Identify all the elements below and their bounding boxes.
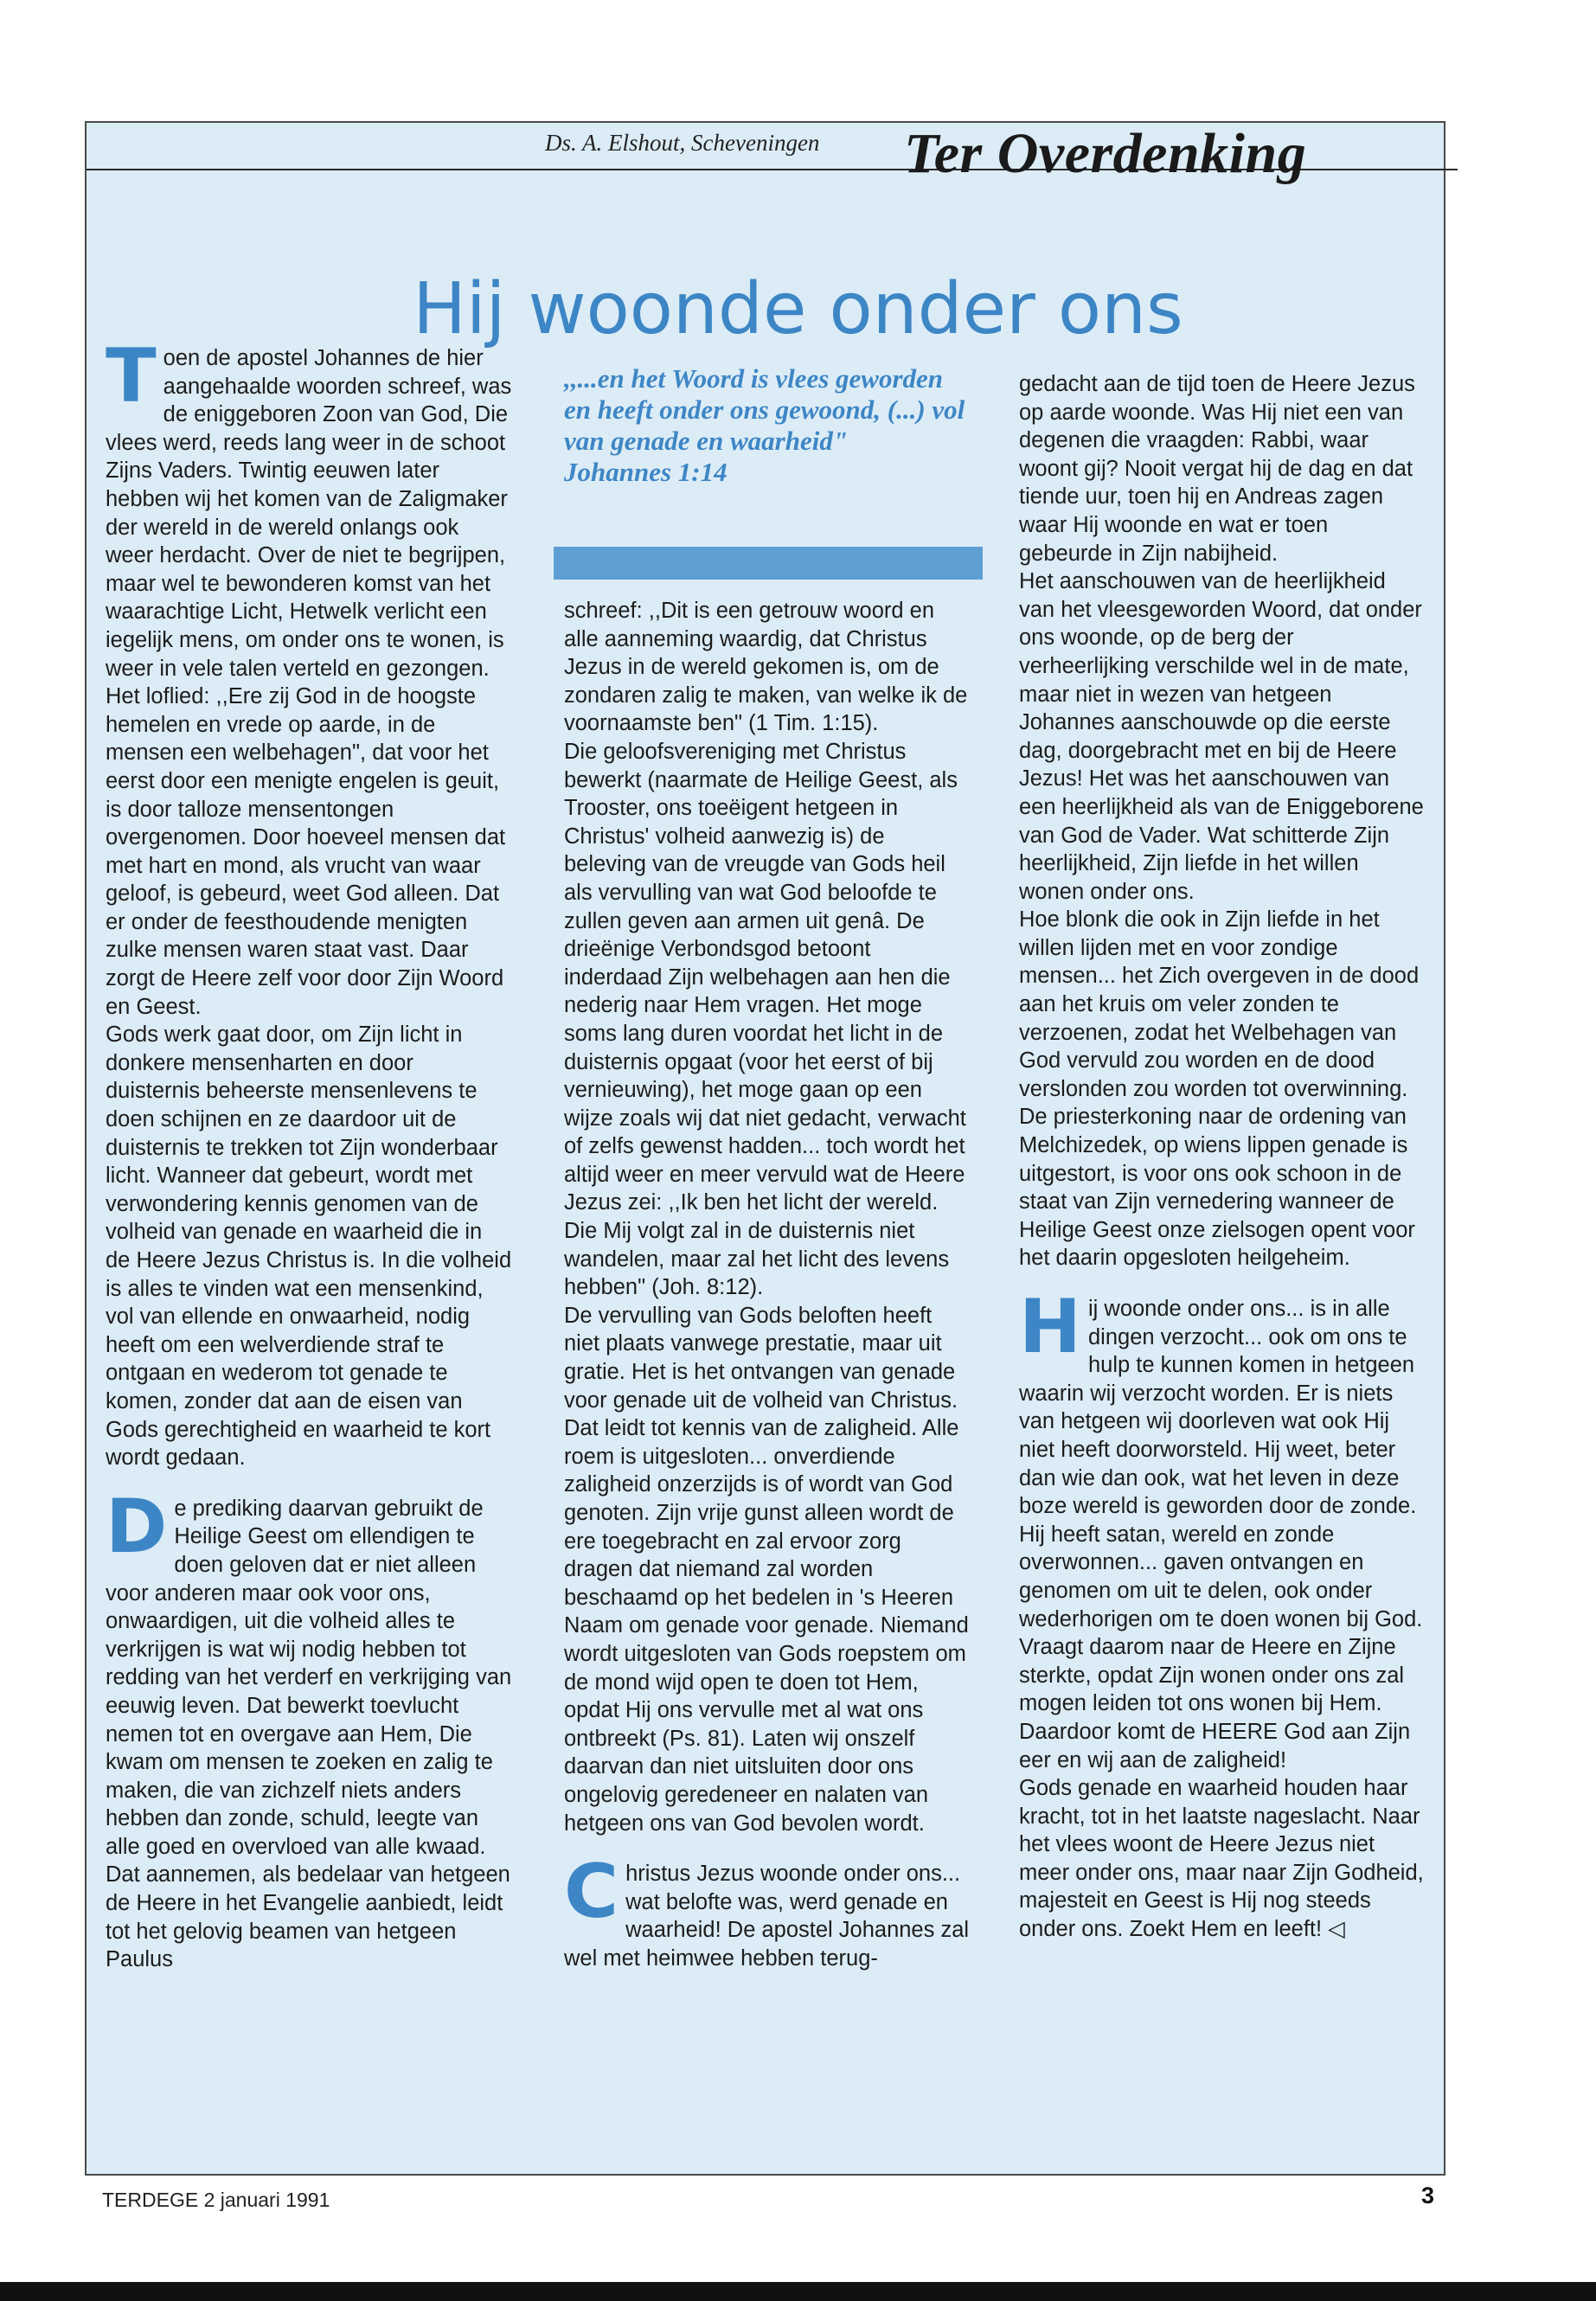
pull-quote: [564, 363, 971, 488]
column-3: [1019, 370, 1426, 1944]
pull-quote-reference: Johannes 1:14: [564, 457, 727, 487]
paragraph: Hij woonde onder ons... is in alle dingen verzocht... ook om ons te hulp te kunnen komen in hetgeen waarin wij verzocht worden. Er is niets van hetgeen wij doorleven wat ook Hij niet heeft doorworsteld. Hij weet, beter dan wie dan ook, wat het leven in deze boze wereld is geworden door de zonde. Hij heeft satan, wereld en zonde overwonnen... gaven ontvangen en genomen om uit te delen, ook onder wederhorigen om te doen wonen bij God.: [1019, 1284, 1423, 1631]
section-title: Ter Overdenking: [904, 122, 1307, 185]
paragraph: Gods genade en waarheid houden haar kracht, tot in het laatste nageslacht. Naar het vlees woont de Heere Jezus niet meer onder ons, maar naar Zijn Godheid, majesteit en Geest is Hij nog steeds onder ons. Zoekt Hem en leeft! ◁: [1019, 1776, 1424, 1942]
column-1: [106, 333, 512, 1974]
pull-quote-bar: [554, 547, 983, 580]
paragraph: Het loflied: ,,Ere zij God in de hoogste hemelen en vrede op aarde, in de mensen een welbehagen", dat voor het eerst door een menigte engelen is geuit, is door talloze mensentongen overgenomen. Door hoeveel mensen dat met hart en mond, als vrucht van waar geloof, is gebeurd, weet God alleen. Dat er onder de feesthoudende menigten zulke mensen waren staat vast. Daar zorgt de Heere zelf voor door Zijn Woord en Geest.: [106, 684, 506, 1019]
drop-cap: C: [564, 1849, 619, 1936]
paragraph: gedacht aan de tijd toen de Heere Jezus op aarde woonde. Was Hij niet een van degenen die vraagden: Rabbi, waar woont gij? Nooit vergat hij de dag en dat tiende uur, toen hij en Andreas zagen waar Hij woonde en wat er toen gebeurde in Zijn nabijheid.: [1019, 372, 1415, 566]
column-2: [564, 597, 971, 1973]
paragraph: Hoe blonk die ook in Zijn liefde in het willen lijden met en voor zondige mensen... het Zich overgeven in de dood aan het kruis om veler zonden te verzoenen, zodat het Welbehagen van God vervuld zou worden en de dood verslonden zou worden tot overwinning. De priesterkoning naar de ordening van Melchizedek, op wiens lippen genade is uitgestort, is voor ons ook schoon in de staat van Zijn vernedering wanneer de Heilige Geest onze zielsogen opent voor het daarin opgesloten heilgeheim.: [1019, 907, 1420, 1271]
article-title: Hij woonde onder ons: [413, 267, 1183, 350]
pull-quote-text: ,,...en het Woord is vlees geworden en heeft onder ons gewoond, (...) vol van genade en waarheid": [564, 363, 965, 456]
paragraph: Vraagt daarom naar de Heere en Zijne sterkte, opdat Zijn wonen onder ons zal mogen leiden tot ons wonen bij Hem. Daardoor komt de HEERE God aan Zijn eer en wij aan de zaligheid!: [1019, 1635, 1411, 1772]
paragraph: Die geloofsvereniging met Christus bewerkt (naarmate de Heilige Geest, als Trooster, ons toeëigent hetgeen in Christus' volheid aanwezig is) de beleving van de vreugde van Gods heil als vervulling van wat God beloofde te zullen geven aan armen uit genâ. De drieënige Verbondsgod betoont inderdaad Zijn welbehagen aan hen die nederig naar Hem vragen. Het moge soms lang duren voordat het licht in de duisternis opgaat (voor het eerst of bij vernieuwing), het moge gaan op een wijze zoals wij dat niet gedacht, verwacht of zelfs gewenst hadden... toch wordt het altijd weer en meer vervuld wat de Heere Jezus zei: ,,Ik ben het licht der wereld. Die Mij volgt zal in de duisternis niet wandelen, maar zal het licht des levens hebben" (Joh. 8:12).: [564, 739, 966, 1300]
page-number: 3: [1421, 2182, 1435, 2208]
paragraph: Het aanschouwen van de heerlijkheid van het vleesgeworden Woord, dat onder ons woonde, op de berg der verheerlijking verschilde wel in de mate, maar niet in wezen van hetgeen Johannes aanschouwde op die eerste dag, doorgebracht met en bij de Heere Jezus! Het was het aanschouwen van een heerlijkheid als van de Eniggeborene van God de Vader. Wat schitterde Zijn heerlijkheid, Zijn liefde in het willen wonen onder ons.: [1019, 569, 1424, 904]
bottom-rule: [0, 2282, 1596, 2301]
paragraph: Gods werk gaat door, om Zijn licht in donkere mensenharten en door duisternis beheerste mensenlevens te doen schijnen en ze daardoor uit de duisternis te trekken tot Zijn wonderbaar licht. Wanneer dat gebeurt, wordt met verwondering kennis genomen van de volheid van genade en waarheid die in de Heere Jezus Christus is. In die volheid is alles te vinden wat een mensenkind, vol van ellende en onwaarheid, nodig heeft om een welverdiende straf te ontgaan en wederom tot genade te komen, zonder dat aan de eisen van Gods gerechtigheid en waarheid te kort wordt gedaan.: [106, 1022, 512, 1471]
paragraph: De vervulling van Gods beloften heeft niet plaats vanwege prestatie, maar uit gratie. Het is het ontvangen van genade voor genade uit de volheid van Christus. Dat leidt tot kennis van de zaligheid. Alle roem is uitgesloten... onverdiende zaligheid onzerzijds is of wordt van God genoten. Zijn vrije gunst alleen wordt de ere toegebracht en zal ervoor zorg dragen dat niemand zal worden beschaamd op het bedelen in 's Heeren Naam om genade voor genade. Niemand wordt uitgesloten van Gods roepstem om de mond wijd open te doen tot Hem, opdat Hij ons vervulle met al wat ons ontbreekt (Ps. 81). Laten wij onszelf daarvan dan niet uitsluiten door ons ongelovig geredeneer en nalaten van hetgeen ons van God bevolen wordt.: [564, 1303, 969, 1836]
drop-cap: T: [106, 333, 157, 420]
paragraph: Christus Jezus woonde onder ons... wat belofte was, werd genade en waarheid! De apostel Johannes zal wel met heimwee hebben terug-: [564, 1849, 970, 1971]
paragraph: Toen de apostel Johannes de hier aangehaalde woorden schreef, was de eniggeboren Zoon van God, Die vlees werd, reeds lang weer in de schoot Zijns Vaders. Twintig eeuwen later hebben wij het komen van de Zaligmaker der wereld in de wereld onlangs ook weer herdacht. Over de niet te begrijpen, maar wel te bewonderen komst van het waarachtige Licht, Hetwelk verlicht een iegelijk mens, om onder ons te wonen, is weer in vele talen verteld en gezongen.: [106, 333, 512, 681]
author-byline: Ds. A. Elshout, Scheveningen: [545, 130, 820, 156]
paragraph: De prediking daarvan gebruikt de Heilige Geest om ellendigen te doen geloven dat er niet alleen voor anderen maar ook voor ons, onwaardigen, uit die volheid alles te verkrijgen is wat wij nodig hebben tot redding van het verderf en verkrijging van eeuwig leven. Dat bewerkt toevlucht nemen tot en overgave aan Hem, Die kwam om mensen te zoeken en zalig te maken, die van zichzelf niets anders hebben dan zonde, schuld, leegte van alle goed en overvloed van alle kwaad. Dat aannemen, als bedelaar van hetgeen de Heere in het Evangelie aanbiedt, leidt tot het gelovig beamen van hetgeen Paulus: [106, 1483, 512, 1972]
footer-issue: TERDEGE 2 januari 1991: [102, 2189, 330, 2211]
drop-cap: H: [1019, 1284, 1081, 1370]
paragraph: schreef: ,,Dit is een getrouw woord en alle aanneming waardig, dat Christus Jezus in de wereld gekomen is, om de zondaren zalig te maken, van welke ik de voornaamste ben" (1 Tim. 1:15).: [564, 599, 968, 736]
drop-cap: D: [106, 1483, 168, 1570]
